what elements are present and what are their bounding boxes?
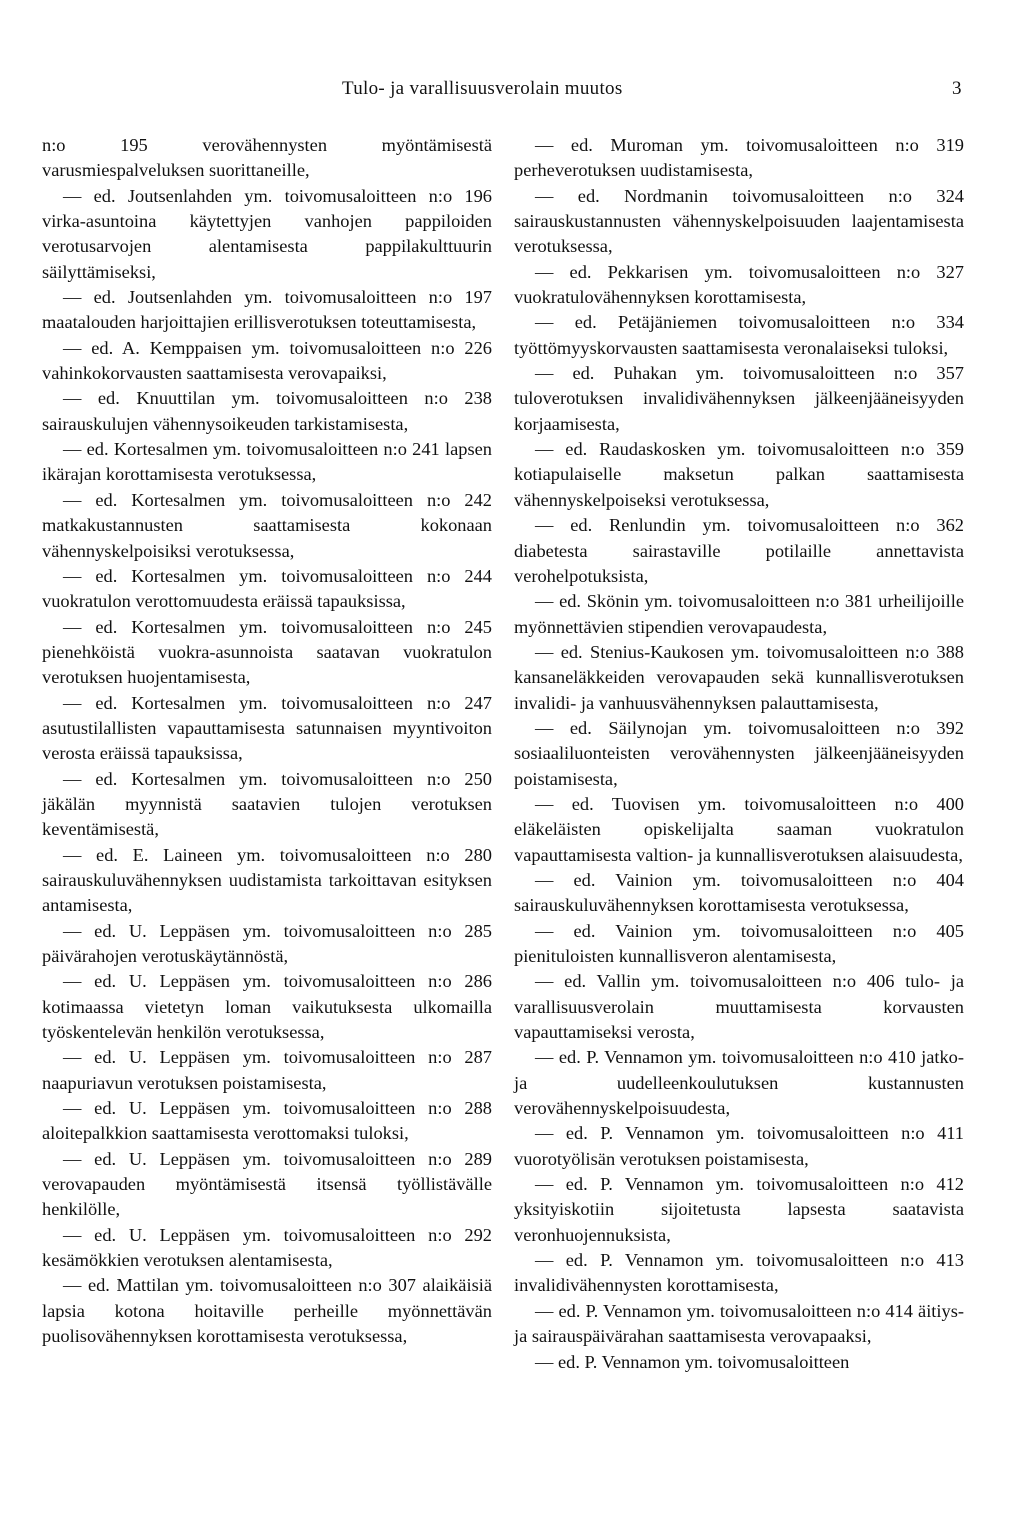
list-item: — ed. U. Leppäsen ym. toivomusaloitteen n:o 288 aloitepalkkion saattamisesta verottomaksi tuloksi, (42, 1098, 492, 1144)
list-item: — ed. Puhakan ym. toivomusaloitteen n:o 357 tuloverotuksen invalidivähennyksen jälkeenjääneisyyden korjaamisesta, (514, 363, 964, 434)
page-header (0, 78, 1024, 108)
list-item: — ed. Muroman ym. toivomusaloitteen n:o 319 perheverotuksen uudistamisesta, (514, 135, 964, 181)
list-item: — ed. A. Kemppaisen ym. toivomusaloitteen n:o 226 vahinkokorvausten saattamisesta verovapaiksi, (42, 337, 492, 384)
list-item: — ed. Tuovisen ym. toivomusaloitteen n:o 400 eläkeläisten opiskelijalta saaman vuokratulon vapauttamisesta valtion- ja kunnallisverotuksen alaisuudesta, (514, 793, 964, 865)
right-column (514, 133, 964, 1375)
list-item: — ed. E. Laineen ym. toivomusaloitteen n:o 280 sairauskuluvähennyksen uudistamista tarkoittavan esityksen antamisesta, (42, 844, 492, 916)
list-item: — ed. Kortesalmen ym. toivomusaloitteen n:o 244 vuokratulon verottomuudesta eräissä tapauksissa, (42, 565, 492, 612)
list-item: — ed. P. Vennamon ym. toivomusaloitteen n:o 410 jatko- ja uudelleenkoulutuksen kustannusten verovähennyskelpoisuudesta, (514, 1047, 964, 1119)
list-item: — ed. Vainion ym. toivomusaloitteen n:o 404 sairauskuluvähennyksen korottamisesta verotuksessa, (514, 869, 964, 916)
running-title: Tulo- ja varallisuusverolain muutos (342, 78, 623, 99)
list-item: — ed. Skönin ym. toivomusaloitteen n:o 381 urheilijoille myönnettävien stipendien verovapaudesta, (514, 591, 964, 637)
list-item: — ed. Mattilan ym. toivomusaloitteen n:o 307 alaikäisiä lapsia kotona hoitaville perheille myönnettävän puolisovähennyksen korottamisesta verotuksessa, (42, 1275, 492, 1347)
list-item: — ed. Stenius-Kaukosen ym. toivomusaloitteen n:o 388 kansaneläkkeiden verovapauden sekä kunnallisverotuksen invalidi- ja vanhuusvähennyksen palauttamisesta, (514, 641, 964, 713)
list-item: — ed. Kortesalmen ym. toivomusaloitteen n:o 241 lapsen ikärajan korottamisesta verotuksessa, (42, 439, 492, 485)
list-item: — ed. Säilynojan ym. toivomusaloitteen n:o 392 sosiaaliluonteisten verovähennysten jälkeenjääneisyyden poistamisesta, (514, 717, 964, 789)
list-item: — ed. U. Leppäsen ym. toivomusaloitteen n:o 287 naapuriavun verotuksen poistamisesta, (42, 1047, 492, 1093)
list-item: — ed. Kortesalmen ym. toivomusaloitteen n:o 247 asutustilallisten vapauttamisesta satunnaisen myyntivoiton verosta eräissä tapauksissa, (42, 692, 492, 764)
list-item: — ed. U. Leppäsen ym. toivomusaloitteen n:o 292 kesämökkien verotuksen alentamisesta, (42, 1224, 492, 1271)
list-item: — ed. Kortesalmen ym. toivomusaloitteen n:o 250 jäkälän myynnistä saatavien tulojen verotuksen keventämisestä, (42, 768, 492, 840)
list-item: — ed. Kortesalmen ym. toivomusaloitteen n:o 242 matkakustannusten saattamisesta kokonaan vähennyskelpoisiksi verotuksessa, (42, 489, 492, 561)
list-item: — ed. P. Vennamon ym. toivomusaloitteen n:o 413 invalidivähennysten korottamisesta, (514, 1250, 964, 1296)
list-item: — ed. Vainion ym. toivomusaloitteen n:o 405 pienituloisten kunnallisveron alentamisesta, (514, 920, 964, 966)
list-item: — ed. Joutsenlahden ym. toivomusaloitteen n:o 197 maatalouden harjoittajien erillisverotuksen toteuttamisesta, (42, 287, 492, 333)
list-item: — ed. Raudaskosken ym. toivomusaloitteen n:o 359 kotiapulaiselle maksetun palkan saattamisesta vähennyskelpoiseksi verotuksessa, (514, 439, 964, 510)
list-item: — ed. Nordmanin toivomusaloitteen n:o 324 sairauskustannusten vähennyskelpoisuuden laajentamisesta verotuksessa, (514, 185, 964, 257)
list-item: — ed. Renlundin ym. toivomusaloitteen n:o 362 diabetesta sairastaville potilaille annettavista verohelpotuksista, (514, 515, 964, 586)
list-item: — ed. U. Leppäsen ym. toivomusaloitteen n:o 285 päivärahojen verotuskäytännöstä, (42, 920, 492, 966)
list-item: — ed. Joutsenlahden ym. toivomusaloitteen n:o 196 virka-asuntoina käytettyjen vanhojen pappiloiden verotusarvojen alentamisesta pappilakulttuurin säilyttämiseksi, (42, 185, 492, 282)
left-column (42, 133, 492, 1350)
page-number: 3 (952, 78, 962, 99)
list-item: — ed. P. Vennamon ym. toivomusaloitteen n:o 412 yksityiskotiin sijoitetusta lapsesta saatavista veronhuojennuksista, (514, 1174, 964, 1245)
list-item: — ed. Vallin ym. toivomusaloitteen n:o 406 tulo- ja varallisuusverolain muuttamisesta korvausten vapauttamiseksi verosta, (514, 971, 964, 1043)
list-item: — ed. P. Vennamon ym. toivomusaloitteen n:o 414 äitiys- ja sairauspäivärahan saattamisesta verovapaaksi, (514, 1300, 964, 1347)
list-item: — ed. P. Vennamon ym. toivomusaloitteen (535, 1351, 850, 1372)
list-item: — ed. Kortesalmen ym. toivomusaloitteen n:o 245 pienehköistä vuokra-asunnoista saatavan vuokratulon verotuksen huojentamisesta, (42, 616, 492, 688)
list-item: — ed. U. Leppäsen ym. toivomusaloitteen n:o 289 verovapauden myöntämisestä itsensä työllistävälle henkilölle, (42, 1148, 492, 1220)
list-item: — ed. P. Vennamon ym. toivomusaloitteen n:o 411 vuorotyölisän verotuksen poistamisesta, (514, 1123, 964, 1169)
list-item: — ed. U. Leppäsen ym. toivomusaloitteen n:o 286 kotimaassa vietetyn loman vaikutuksesta ulkomailla työskentelevän henkilön verotuksessa, (42, 971, 492, 1043)
list-item: — ed. Knuuttilan ym. toivomusaloitteen n:o 238 sairauskulujen vähennysoikeuden tarkistamisesta, (42, 388, 492, 434)
list-item: — ed. Petäjäniemen toivomusaloitteen n:o 334 työttömyyskorvausten saattamisesta veronalaiseksi tuloksi, (514, 312, 964, 358)
list-item: — ed. Pekkarisen ym. toivomusaloitteen n:o 327 vuokratulovähennyksen korottamisesta, (514, 261, 964, 308)
list-item: n:o 195 verovähennysten myöntämisestä varusmiespalveluksen suorittaneille, (42, 135, 492, 181)
